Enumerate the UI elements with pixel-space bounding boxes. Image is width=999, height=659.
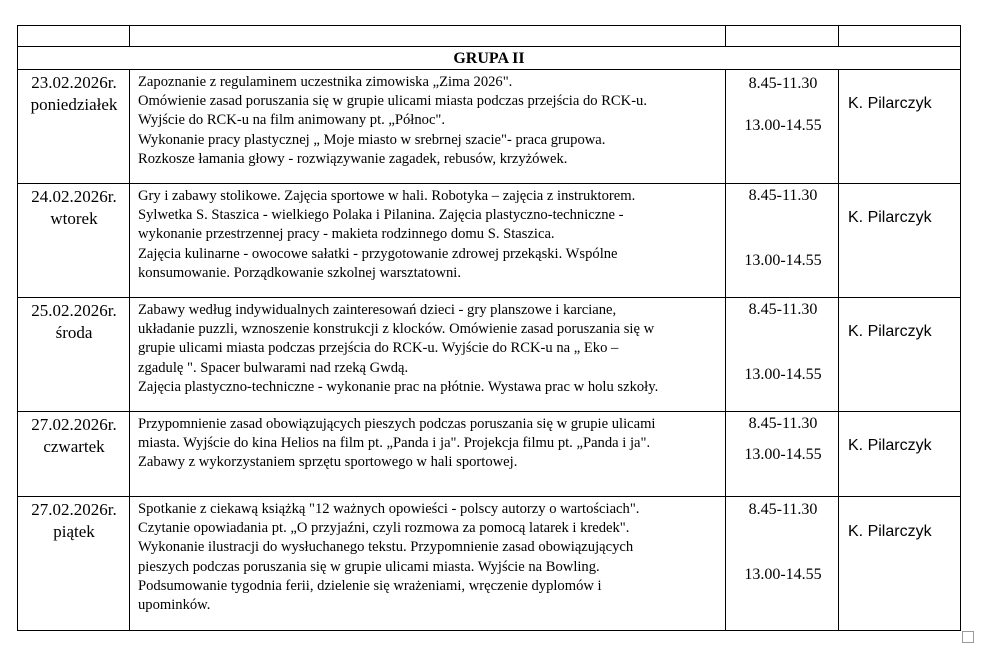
date-text: 24.02.2026r. [31, 187, 117, 206]
weekday-text: piątek [53, 522, 95, 541]
activity-description [138, 184, 723, 283]
activity-line: Podsumowanie tygodnia ferii, dzielenie się wrażeniami, wręczenie dyplomów i [138, 577, 602, 594]
time-cell [727, 500, 839, 585]
teacher-name: K. Pilarczyk [848, 209, 932, 226]
activity-line: Zabawy z wykorzystaniem sprzętu sportowego w hali sportowej. [138, 454, 518, 471]
time-afternoon: 13.00-14.55 [744, 252, 822, 269]
time-cell [727, 300, 839, 385]
time-morning: 8.45-11.30 [748, 415, 818, 432]
activity-line: Gry i zabawy stolikowe. Zajęcia sportowe w hali. Robotyka – zajęcia z instruktorem. [138, 188, 636, 204]
time-afternoon: 13.00-14.55 [744, 566, 822, 583]
activity-line: konsumowanie. Porządkowanie szkolnej warsztatowni. [138, 264, 462, 281]
weekday-text: środa [55, 323, 93, 342]
activity-line: upominków. [138, 597, 211, 614]
table-row-date-cell [18, 184, 130, 230]
activity-description [138, 298, 723, 397]
activity-line: Zajęcia plastyczno-techniczne - wykonanie prac na płótnie. Wystawa prac w holu szkoły. [138, 378, 659, 395]
group-title: GRUPA II [453, 50, 525, 67]
teacher-name: K. Pilarczyk [848, 437, 932, 454]
activity-line: zgadulę ". Spacer bulwarami nad rzeką Gwdą. [138, 359, 409, 376]
time-afternoon: 13.00-14.55 [744, 117, 822, 134]
time-morning: 8.45-11.30 [748, 75, 818, 92]
date-text: 23.02.2026r. [31, 73, 117, 92]
activity-line: Czytanie opowiadania pt. „O przyjaźni, czyli rozmowa za pomocą latarek i kredek". [138, 520, 630, 537]
activity-line: Wyjście do RCK-u na film animowany pt. „Północ". [138, 112, 446, 129]
teacher-name: K. Pilarczyk [848, 323, 932, 340]
date-text: 25.02.2026r. [31, 301, 117, 320]
time-cell [727, 414, 839, 465]
time-morning: 8.45-11.30 [748, 501, 818, 518]
weekday-text: czwartek [43, 437, 105, 456]
activity-description [138, 70, 723, 169]
time-afternoon: 13.00-14.55 [744, 446, 822, 463]
table-row-date-cell [18, 412, 130, 458]
date-text: 27.02.2026r. [31, 500, 117, 519]
activity-line: miasta. Wyjście do kina Helios na film pt. „Panda i ja". Projekcja filmu pt. „Panda i ja". [138, 435, 651, 452]
activity-line: Zabawy według indywidualnych zainteresowań dzieci - gry planszowe i karciane, [138, 302, 617, 318]
activity-line: Zajęcia kulinarne - owocowe sałatki - przygotowanie zdrowej przekąski. Wspólne [138, 245, 618, 262]
activity-description [138, 497, 723, 615]
time-morning: 8.45-11.30 [748, 301, 818, 318]
activity-line: Zapoznanie z regulaminem uczestnika zimowiska „Zima 2026". [138, 74, 513, 90]
time-afternoon: 13.00-14.55 [744, 366, 822, 383]
activity-line: pieszych podczas poruszania się w grupie ulicami miasta. Wyjście na Bowling. [138, 558, 600, 575]
activity-line: wykonanie przestrzennej pracy - makieta rodzinnego domu S. Staszica. [138, 226, 555, 243]
activity-line: grupie ulicami miasta podczas przejścia do RCK-u. Wyjście do RCK-u na „ Eko – [138, 340, 619, 357]
time-morning: 8.45-11.30 [748, 187, 818, 204]
time-cell [727, 74, 839, 136]
table-row-date-cell [18, 298, 130, 344]
table-row-date-cell [18, 497, 130, 543]
activity-description [138, 412, 723, 473]
activity-line: Przypomnienie zasad obowiązujących pieszych podczas poruszania się w grupie ulicami [138, 416, 656, 432]
time-cell [727, 186, 839, 271]
activity-line: Rozkosze łamania głowy - rozwiązywanie zagadek, rebusów, krzyżówek. [138, 150, 568, 167]
date-text: 27.02.2026r. [31, 415, 117, 434]
activity-line: Wykonanie pracy plastycznej „ Moje miasto w srebrnej szacie"- praca grupowa. [138, 131, 606, 148]
activity-line: Spotkanie z ciekawą książką "12 ważnych opowieści - polscy autorzy o wartościach". [138, 501, 640, 517]
teacher-name: K. Pilarczyk [848, 95, 932, 112]
table-row-date-cell [18, 70, 130, 116]
weekday-text: wtorek [50, 209, 98, 228]
table-resize-handle[interactable] [962, 631, 974, 643]
teacher-name: K. Pilarczyk [848, 523, 932, 540]
activity-line: Omówienie zasad poruszania się w grupie ulicami miasta podczas przejścia do RCK-u. [138, 93, 647, 110]
activity-line: Sylwetka S. Staszica - wielkiego Polaka i Pilanina. Zajęcia plastyczno-techniczne - [138, 207, 624, 224]
activity-line: Wykonanie ilustracji do wysłuchanego tekstu. Przypomnienie zasad obowiązujących [138, 539, 634, 556]
activity-line: układanie puzzli, wznoszenie konstrukcji z klocków. Omówienie zasad poruszania się w [138, 321, 655, 338]
weekday-text: poniedziałek [30, 95, 118, 114]
schedule-table [17, 25, 961, 631]
